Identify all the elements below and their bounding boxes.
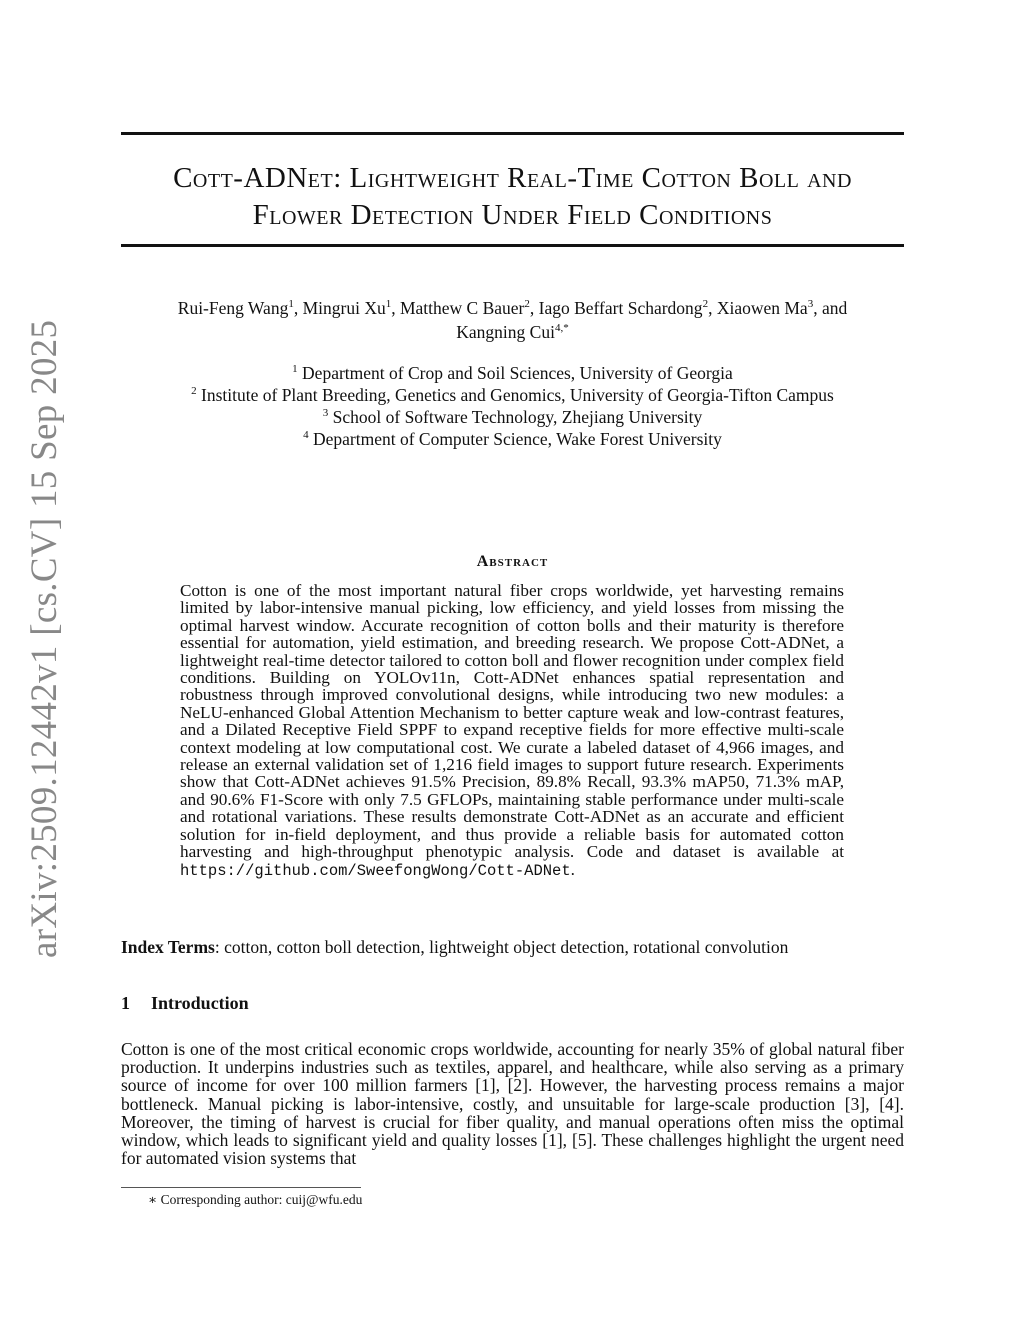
introduction-paragraph: Cotton is one of the most critical economic crops worldwide, accounting for nearly 35% of global natural fiber production. It underpins industries such as textiles, apparel, and healthcare, while also serving as a primary source of income for over 100 million farmers [1], [2]. However, the harvesting process remains a major bottleneck. Manual picking is labor-intensive, costly, and unsuitable for large-scale production [3], [4]. Moreover, the timing of harvest is crucial for fiber quality, and manual operations often miss the optimal window, which leads to significant yield and quality losses [1], [5]. These challenges highlight the urgent need for automated vision systems that xyxy=(121,1039,904,1169)
footnote xyxy=(148,1192,362,1208)
author-name: , Matthew C Bauer xyxy=(391,298,525,318)
index-terms-label: Index Terms xyxy=(121,937,215,957)
affiliation-list xyxy=(121,362,904,450)
section-title: Introduction xyxy=(151,993,249,1013)
author-affil-mark: 4,* xyxy=(554,322,569,335)
section-heading xyxy=(121,993,249,1014)
paper-title xyxy=(121,160,904,234)
index-terms-text: : cotton, cotton boll detection, lightweight object detection, rotational convolution xyxy=(214,937,789,957)
title-rule-top xyxy=(121,132,904,135)
author-name: Rui-Feng Wang xyxy=(177,298,289,318)
title-line-1: Cott-ADNet: Lightweight Real-Time Cotton Boll and xyxy=(173,162,852,194)
abstract-heading: Abstract xyxy=(476,553,549,570)
author-affil-mark: 2 xyxy=(524,298,530,311)
title-rule-bottom xyxy=(121,244,904,247)
author-name: , Iago Beffart Schardong xyxy=(529,298,703,318)
affiliation-item: $^1$ Department of Crop and Soil Sciences, University of Georgia xyxy=(292,363,733,383)
arxiv-side-stamp: arXiv:2509.12442v1 [cs.CV] 15 Sep 2025 xyxy=(24,319,65,958)
affiliation-item: $^2$ Institute of Plant Breeding, Genetics and Genomics, University of Georgia-Tifton Campus xyxy=(191,385,834,405)
footnote-marker: ∗ xyxy=(148,1192,158,1207)
title-line-2: Flower Detection Under Field Conditions xyxy=(252,199,773,231)
author-affil-mark: 2 xyxy=(702,298,709,311)
author-affil-mark: 1 xyxy=(385,298,392,311)
author-conjunction: , and xyxy=(813,298,848,318)
code-url-link[interactable]: https://github.com/SweefongWong/Cott-ADNet xyxy=(180,861,571,880)
section-number: 1 xyxy=(121,993,130,1013)
author-affil-mark: 1 xyxy=(288,298,294,311)
abstract-text xyxy=(180,582,844,880)
author-name: , Mingrui Xu xyxy=(293,298,386,318)
author-name: , Xiaowen Ma xyxy=(708,298,808,318)
author-affil-mark: 3 xyxy=(807,298,814,311)
abstract-body: Cotton is one of the most important natural fiber crops worldwide, yet harvesting remains limited by labor-intensive manual picking, low efficiency, and yield losses from missing the optimal harvest window. Accurate recognition of cotton bolls and their maturity is therefore essential for automation, yield estimation, and breeding research. We propose Cott-ADNet, a lightweight real-time detector tailored to cotton boll and flower recognition under complex field conditions. Building on YOLOv11n, Cott-ADNet enhances spatial representation and robustness through improved convolutional designs, while introducing two new modules: a NeLU-enhanced Global Attention Mechanism to better capture weak and low-contrast features, and a Dilated Receptive Field SPPF to expand receptive fields for more effective multi-scale context modeling at low computational cost. We curate a labeled dataset of 4,966 images, and release an external validation set of 1,216 field images to support future research. Experiments show that Cott-ADNet achieves 91.5% Precision, 89.8% Recall, 93.3% mAP50, 71.3% mAP, and 90.6% F1-Score with only 7.5 GFLOPs, maintaining stable performance under multi-scale and rotational variations. These results demonstrate Cott-ADNet as an accurate and efficient solution for in-field deployment, and thus provide a reliable basis for automated cotton harvesting and high-throughput phenotypic analysis. Code and dataset is available at xyxy=(180,581,844,862)
abstract-end: . xyxy=(570,859,575,879)
footnote-rule xyxy=(121,1187,361,1188)
footnote-text: Corresponding author: cuij@wfu.edu xyxy=(157,1192,363,1207)
affiliation-item: $^3$ School of Software Technology, Zhejiang University xyxy=(322,407,703,427)
author-name: Kangning Cui xyxy=(456,322,555,342)
author-list xyxy=(121,296,904,344)
affiliation-item: $^4$ Department of Computer Science, Wake Forest University xyxy=(303,429,722,449)
index-terms xyxy=(121,936,921,958)
